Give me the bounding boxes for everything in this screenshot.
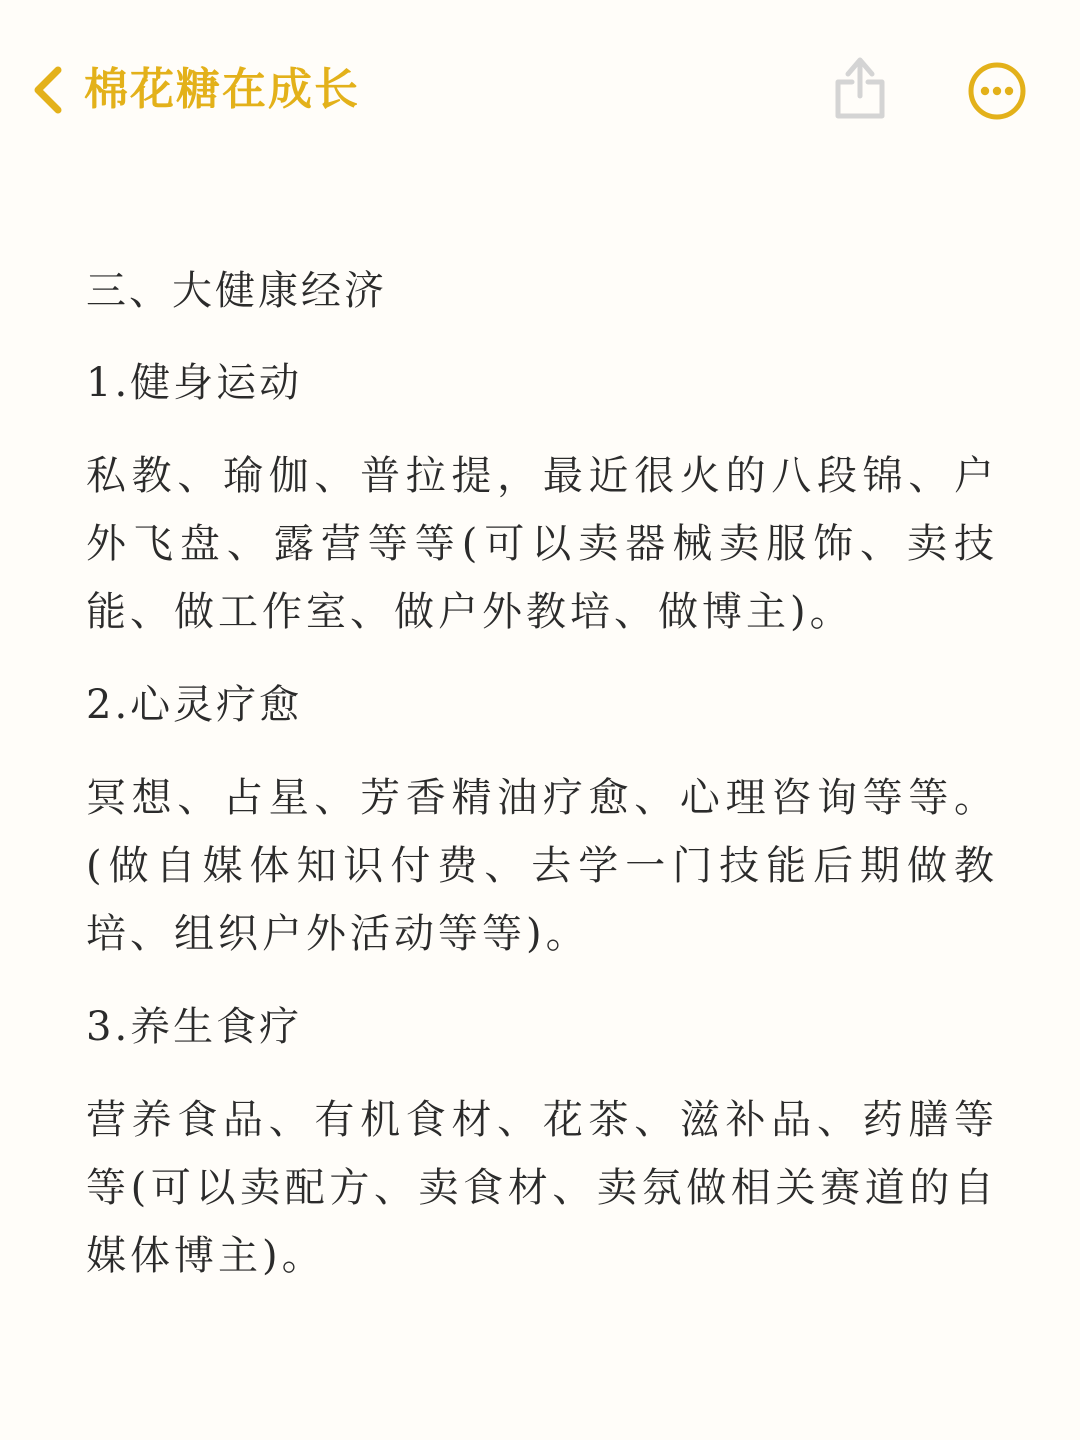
item-body-diet: 营养食品、有机食材、花茶、滋补品、药膳等等(可以卖配方、卖食材、卖氛做相关赛道的自媒体博主)。 <box>86 1097 998 1279</box>
more-icon[interactable] <box>966 60 1028 122</box>
section-title: 三、大健康经济 <box>86 268 387 314</box>
item-body-healing: 冥想、占星、芳香精油疗愈、心理咨询等等。(做自媒体知识付费、去学一门技能后期做教培、组织户外活动等等)。 <box>86 775 998 957</box>
item-heading-healing: 2.心灵疗愈 <box>86 682 303 728</box>
article-content <box>86 258 998 1316</box>
item-heading-fitness: 1.健身运动 <box>86 360 303 406</box>
item-heading-diet: 3.养生食疗 <box>86 1004 303 1050</box>
item-body-fitness: 私教、瑜伽、普拉提，最近很火的八段锦、户外飞盘、露营等等(可以卖器械卖服饰、卖技能、做工作室、做户外教培、做博主)。 <box>86 453 998 635</box>
chevron-left-icon <box>28 62 68 118</box>
profile-name-title[interactable]: 棉花糖在成长 <box>84 64 360 115</box>
share-icon[interactable] <box>830 52 890 122</box>
back-button[interactable] <box>28 58 360 122</box>
top-navigation-bar <box>0 0 1080 180</box>
